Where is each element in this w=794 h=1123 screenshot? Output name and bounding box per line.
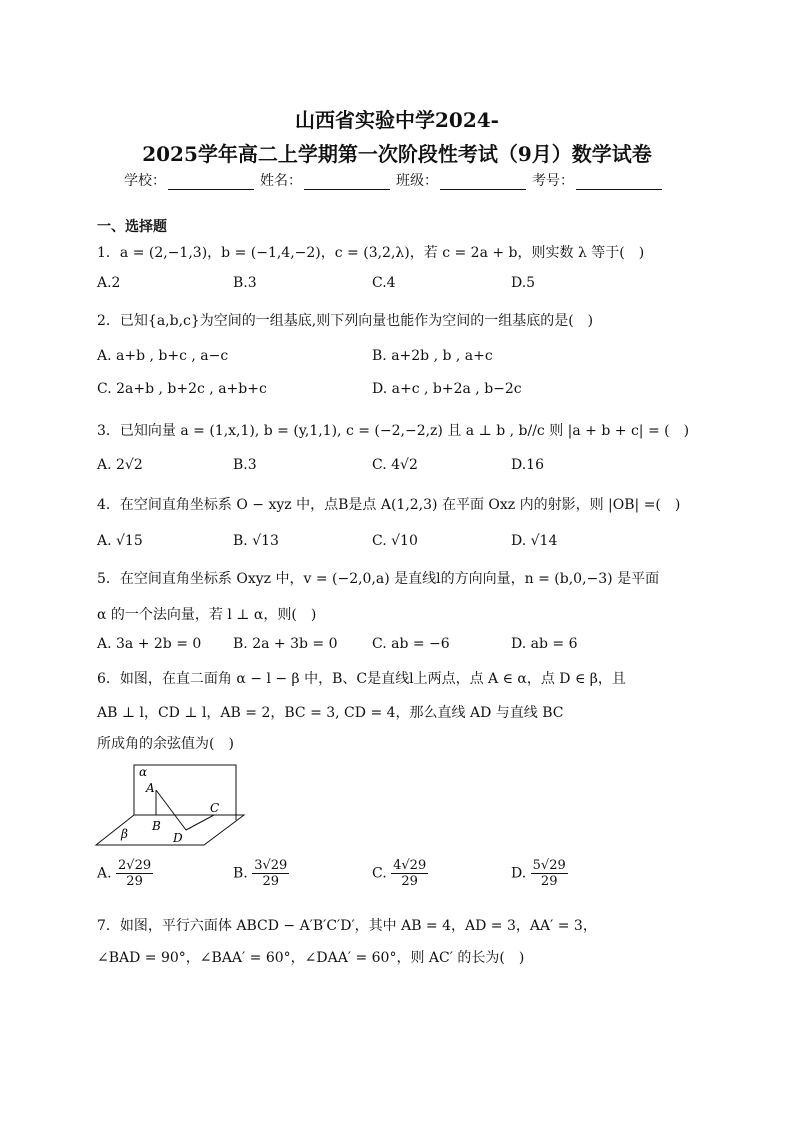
label-a: A <box>146 781 155 795</box>
q6-option-b-denominator: 29 <box>262 874 280 889</box>
q5-option-d[interactable]: D. ab = 6 <box>511 636 578 652</box>
question-6-stem-line2: AB ⊥ l，CD ⊥ l，AB = 2，BC = 3, CD = 4，那么直线 AD 与直线 BC <box>97 705 564 721</box>
label-c: C <box>210 801 220 815</box>
q6-option-c[interactable] <box>372 858 428 889</box>
class-blank[interactable] <box>440 176 526 190</box>
q4-option-b[interactable]: B. √13 <box>233 533 279 549</box>
q1-option-c[interactable]: C.4 <box>372 275 396 291</box>
q6-option-a-fraction <box>116 858 153 889</box>
section-title: 一、选择题 <box>97 219 167 235</box>
q6-option-c-denominator: 29 <box>401 874 418 889</box>
q6-option-a[interactable] <box>97 858 153 889</box>
question-6-stem-line1: 6．如图，在直二面角 α − l − β 中，B、C是直线l上两点，点 A ∈ α，点 D ∈ β，且 <box>97 671 626 687</box>
question-1-stem: 1．a = (2,−1,3)，b = (−1,4,−2)，c = (3,2,λ)，若 c = 2a + b，则实数 λ 等于( ) <box>97 245 645 261</box>
q6-option-d-denominator: 29 <box>540 874 558 889</box>
exam-title-line2: 2025学年高二上学期第一次阶段性考试（9月）数学试卷 <box>142 142 652 166</box>
q6-option-a-denominator: 29 <box>126 874 143 889</box>
q5-option-b[interactable]: B. 2a + 3b = 0 <box>233 636 338 652</box>
label-beta: β <box>121 827 128 841</box>
q6-option-c-letter: C. <box>372 865 387 882</box>
label-b: B <box>152 819 161 833</box>
exam-title-line1: 山西省实验中学2024- <box>295 108 499 132</box>
q2-option-a[interactable]: A. a+b , b+c , a−c <box>97 348 229 364</box>
question-5-stem-line1: 5．在空间直角坐标系 Oxyz 中，v = (−2,0,a) 是直线l的方向向量，n = (b,0,−3) 是平面 <box>97 571 660 587</box>
name-label: 姓名： <box>260 173 302 189</box>
q5-option-c[interactable]: C. ab = −6 <box>372 636 450 652</box>
q3-option-a[interactable]: A. 2√2 <box>97 457 143 473</box>
student-info-row <box>124 170 668 190</box>
segment-cd <box>186 815 214 830</box>
q1-option-b[interactable]: B.3 <box>233 275 257 291</box>
q1-option-d[interactable]: D.5 <box>511 275 536 291</box>
school-blank[interactable] <box>168 176 254 190</box>
q1-option-a[interactable]: A.2 <box>97 275 121 291</box>
question-7-stem-line2: ∠BAD = 90°，∠BAA′ = 60°，∠DAA′ = 60°，则 AC′ 的长为( ) <box>97 950 525 966</box>
q2-option-d[interactable]: D. a+c , b+2a , b−2c <box>372 381 522 397</box>
q4-option-d[interactable]: D. √14 <box>511 533 558 549</box>
dihedral-angle-figure <box>94 760 254 852</box>
question-7-stem-line1: 7．如图，平行六面体 ABCD − A′B′C′D′，其中 AB = 4，AD = 3，AA′ = 3， <box>97 918 597 934</box>
q6-option-d-fraction <box>531 858 568 889</box>
q6-option-b[interactable] <box>233 858 289 889</box>
question-5-stem-line2: α 的一个法向量，若 l ⊥ α，则( ) <box>97 607 317 623</box>
q6-option-a-numerator: 2√29 <box>118 858 152 873</box>
class-label: 班级： <box>396 173 438 189</box>
exam-number-label: 考号： <box>532 173 574 189</box>
q2-option-c[interactable]: C. 2a+b , b+2c , a+b+c <box>97 381 267 397</box>
name-blank[interactable] <box>304 176 390 190</box>
q6-option-b-letter: B. <box>233 865 248 882</box>
question-2-stem: 2．已知{a,b,c}为空间的一组基底,则下列向量也能作为空间的一组基底的是( ) <box>97 313 594 329</box>
question-3-stem: 3．已知向量 a = (1,x,1), b = (y,1,1), c = (−2,−2,z) 且 a ⊥ b , b//c 则 |a + b + c| = ( ) <box>97 423 690 439</box>
q4-option-c[interactable]: C. √10 <box>372 533 418 549</box>
q3-option-d[interactable]: D.16 <box>511 457 544 473</box>
q6-option-b-numerator: 3√29 <box>254 858 288 873</box>
q2-option-b[interactable]: B. a+2b , b , a+c <box>372 348 493 364</box>
q4-option-a[interactable]: A. √15 <box>97 533 143 549</box>
q6-option-b-fraction <box>252 858 289 889</box>
q6-option-c-numerator: 4√29 <box>393 858 427 873</box>
question-6-stem-line3: 所成角的余弦值为( ) <box>97 736 234 752</box>
label-alpha: α <box>139 765 148 779</box>
plane-beta-outline <box>96 815 244 845</box>
q6-option-d[interactable] <box>511 858 568 889</box>
q6-option-d-numerator: 5√29 <box>532 858 566 873</box>
q5-option-a[interactable]: A. 3a + 2b = 0 <box>97 636 202 652</box>
q6-option-a-letter: A. <box>97 865 112 882</box>
question-4-stem: 4．在空间直角坐标系 O − xyz 中，点B是点 A(1,2,3) 在平面 Oxz 内的射影，则 |OB| =( ) <box>97 497 681 513</box>
exam-number-blank[interactable] <box>576 176 662 190</box>
school-label: 学校： <box>124 173 166 189</box>
q3-option-b[interactable]: B.3 <box>233 457 257 473</box>
q6-option-d-letter: D. <box>511 865 527 882</box>
q6-option-c-fraction <box>391 858 428 889</box>
q3-option-c[interactable]: C. 4√2 <box>372 457 418 473</box>
label-d: D <box>173 831 183 845</box>
